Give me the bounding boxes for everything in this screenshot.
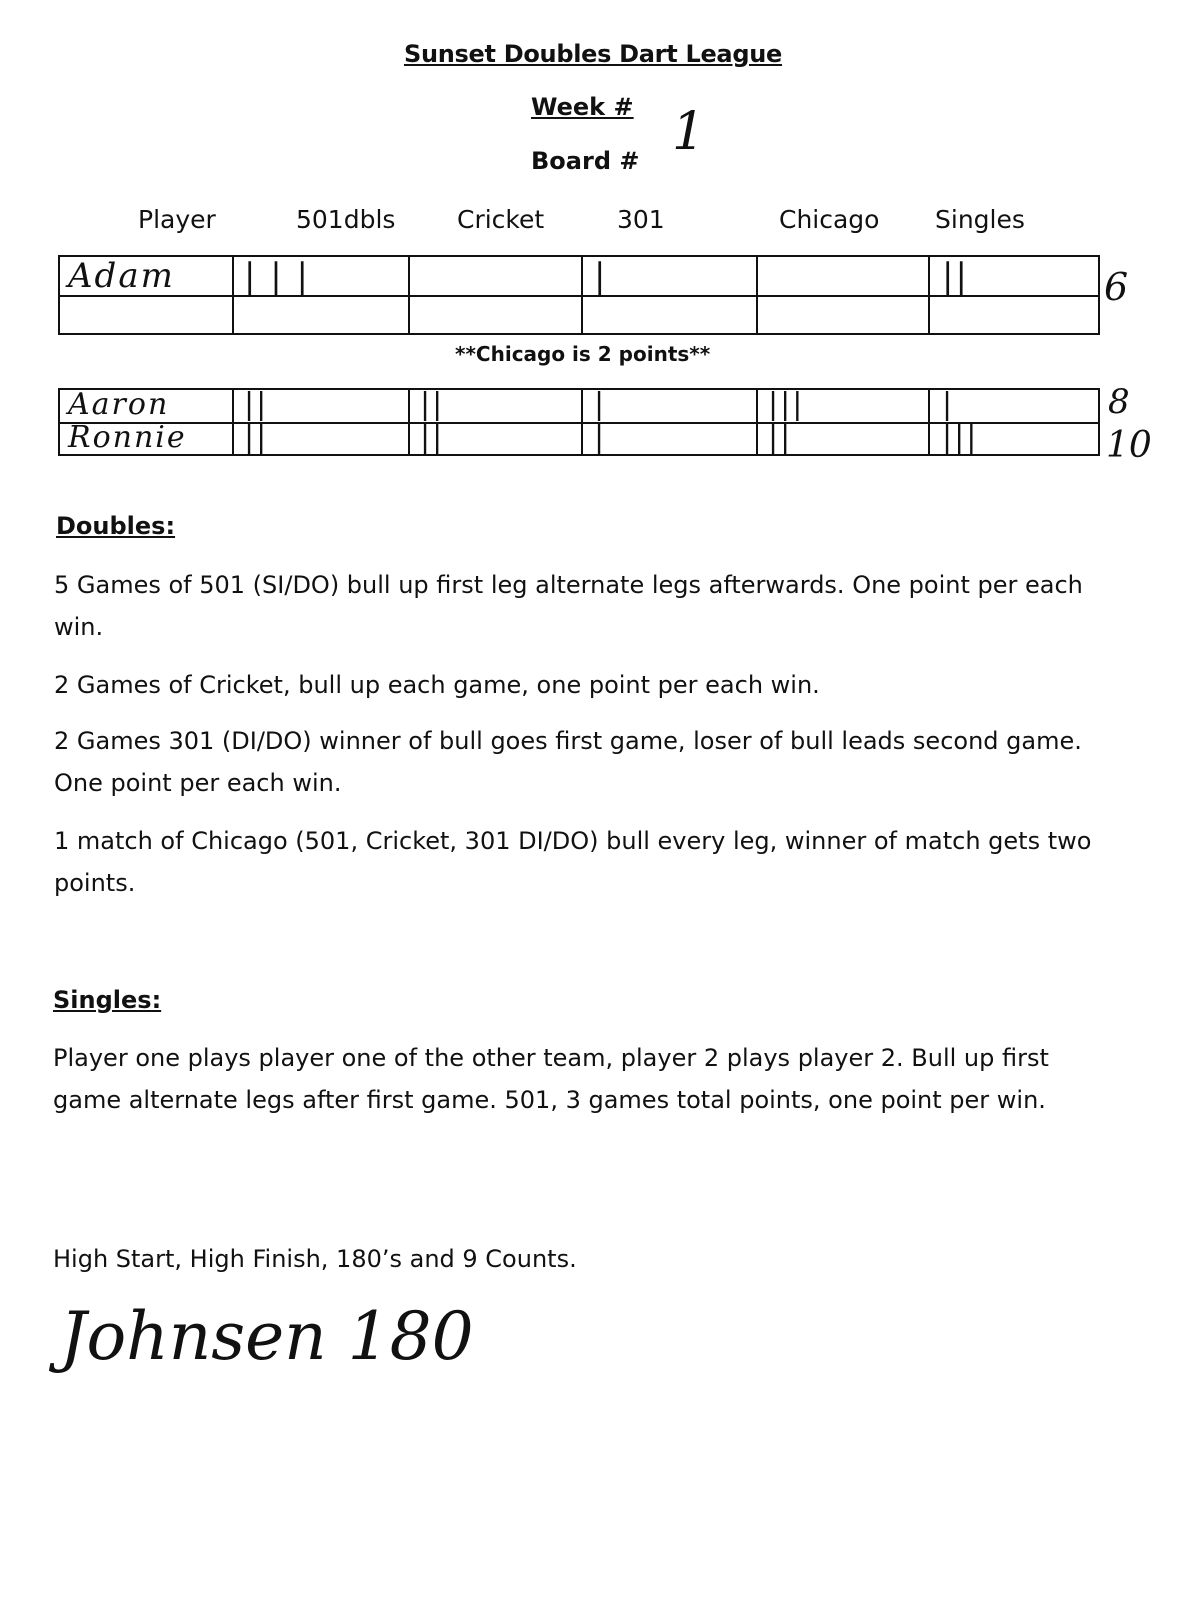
- week-value: 1: [672, 102, 706, 162]
- col-header-301: 301: [617, 205, 665, 234]
- team1-total: 6: [1104, 265, 1129, 309]
- singles-heading: Singles:: [53, 986, 162, 1014]
- team1-p1-501dbls: | | |: [244, 256, 310, 296]
- doubles-rule-cricket: 2 Games of Cricket, bull up each game, one point per each win.: [54, 671, 820, 699]
- team2-p2-chicago: ||: [768, 420, 793, 455]
- col-header-cricket: Cricket: [457, 205, 545, 234]
- singles-rule: Player one plays player one of the other team, player 2 plays player 2. Bull up first game alternate legs after first game. 501, 3 games total points, one point per win.: [53, 1044, 1049, 1114]
- team2-p1-singles: |: [942, 387, 955, 422]
- team2-p2-301: |: [594, 420, 607, 455]
- footer-note: High Start, High Finish, 180’s and 9 Counts.: [53, 1245, 577, 1273]
- handwritten-note: Johnsen 180: [60, 1298, 474, 1375]
- col-header-chicago: Chicago: [779, 205, 880, 234]
- team1-score-grid: [58, 255, 1100, 335]
- team2-score-grid: [58, 388, 1100, 456]
- doubles-rule-501: 5 Games of 501 (SI/DO) bull up first leg alternate legs afterwards. One point per each win.: [54, 571, 1083, 641]
- team2-p1-chicago: |||: [768, 387, 805, 422]
- team2-p2-501dbls: ||: [244, 420, 269, 455]
- doubles-rule-301: 2 Games 301 (DI/DO) winner of bull goes first game, loser of bull leads second game. One point per each win.: [54, 727, 1082, 797]
- team2-p1-total: 8: [1108, 382, 1130, 422]
- doubles-rule-chicago: 1 match of Chicago (501, Cricket, 301 DI/DO) bull every leg, winner of match gets two points.: [54, 827, 1092, 897]
- team2-p1-501dbls: ||: [244, 387, 269, 422]
- week-label: Week #: [531, 93, 634, 121]
- team2-p2-cricket: ||: [420, 420, 445, 455]
- team2-player-2: Ronnie: [68, 420, 187, 455]
- col-header-501dbls: 501dbls: [296, 205, 396, 234]
- col-header-player: Player: [138, 205, 216, 234]
- team2-p2-singles: |||: [942, 420, 979, 455]
- col-header-singles: Singles: [935, 205, 1025, 234]
- team1-player-1: Adam: [68, 256, 175, 296]
- team1-p1-singles: ||: [942, 256, 969, 296]
- team2-p1-cricket: ||: [420, 387, 445, 422]
- team2-player-1: Aaron: [68, 387, 170, 422]
- page-title: Sunset Doubles Dart League: [404, 40, 782, 68]
- doubles-heading: Doubles:: [56, 512, 176, 540]
- board-label: Board #: [531, 147, 640, 175]
- chicago-note: **Chicago is 2 points**: [455, 342, 711, 366]
- team1-p1-301: |: [594, 256, 608, 296]
- team2-p1-301: |: [594, 387, 607, 422]
- team2-p2-total: 10: [1106, 425, 1152, 466]
